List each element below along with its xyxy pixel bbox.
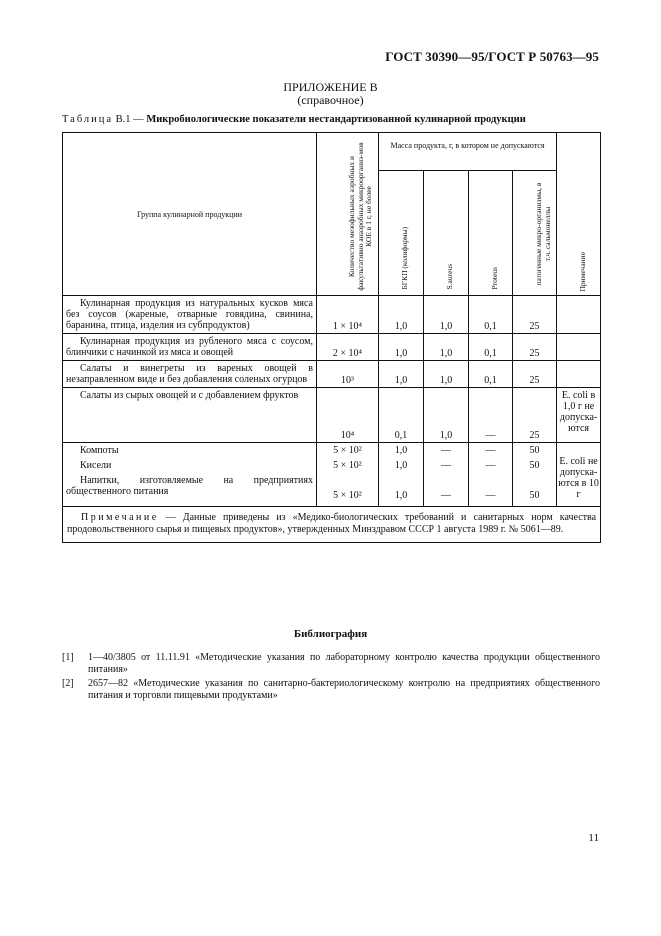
group-bgkp: 1,0 1,0 1,0 (379, 443, 424, 507)
table-caption (62, 114, 526, 125)
table-caption-number: В.1 — (115, 114, 144, 125)
row-patho: 25 (513, 334, 557, 361)
appendix-subtitle: (справочное) (297, 93, 364, 107)
row-staph: 1,0 (424, 361, 469, 388)
table-row (63, 388, 601, 443)
row-proteus: 0,1 (469, 296, 513, 334)
row-note (557, 361, 601, 388)
row-patho: 25 (513, 296, 557, 334)
row-staph: 1,0 (424, 334, 469, 361)
bibliography-number: [1] (62, 652, 74, 663)
group-note: E. coli не допуска-ются в 10 г (557, 443, 601, 507)
group-item-name: Компоты (80, 445, 119, 456)
document-header: ГОСТ 30390—95/ГОСТ Р 50763—95 (385, 49, 599, 64)
header-patho: патогенные микро-организмы, в т.ч. сальмонеллы (513, 171, 557, 296)
bibliography-item (62, 678, 600, 702)
header-note: Примечание (557, 133, 601, 296)
row-patho: 25 (513, 388, 557, 443)
row-name: Салаты и винегреты из вареных овощей в незаправленном виде и без добавления соленых огурцов (63, 361, 317, 388)
table-row-group (63, 443, 601, 507)
row-bgkp: 1,0 (379, 361, 424, 388)
header-group: Группа кулинарной продукции (63, 133, 317, 296)
table-row (63, 334, 601, 361)
bibliography-number: [2] (62, 678, 74, 689)
group-names (63, 443, 317, 507)
group-staph: — — — (424, 443, 469, 507)
footnote-label: Примечание (81, 512, 159, 523)
header-staph: S.aureus (424, 171, 469, 296)
row-bgkp: 0,1 (379, 388, 424, 443)
row-bgkp: 1,0 (379, 334, 424, 361)
row-note (557, 296, 601, 334)
row-name: Кулинарная продукция из рубленого мяса с соусом, блинчики с начинкой из мяса и овощей (63, 334, 317, 361)
appendix-heading (0, 81, 661, 107)
row-note: E. coli в 1,0 г не допуска-ются (557, 388, 601, 443)
bibliography-title: Библиография (293, 628, 368, 640)
group-item-name: Напитки, изготовляемые на предприятиях общественного питания (66, 475, 313, 497)
group-proteus: — — — (469, 443, 513, 507)
table-row (63, 361, 601, 388)
row-kmafanm: 10⁴ (317, 388, 379, 443)
footnote-text: — Данные приведены из «Медико-биологических требований и санитарных норм качества продовольственного сырья и пищевых продуктов», утвержденных Минздравом СССР 1 августа 1989 г. № 5061—89. (67, 512, 597, 535)
row-proteus: 0,1 (469, 334, 513, 361)
row-staph: 1,0 (424, 388, 469, 443)
header-bgkp: БГКП (колиформы) (379, 171, 424, 296)
row-kmafanm: 10³ (317, 361, 379, 388)
bibliography-text: 2657—82 «Методические указания по санитарно-бактериологическому контролю на предприятиях общественного питания и торговли пищевыми продуктами» (88, 678, 600, 701)
row-name: Кулинарная продукция из натуральных кусков мяса без соусов (жареные, отварные говядина, свинина, баранина, птица, изделия из субпродуктов) (63, 296, 317, 334)
row-kmafanm: 2 × 10⁴ (317, 334, 379, 361)
table-caption-title: Микробиологические показатели нестандартизованной кулинарной продукции (146, 114, 526, 125)
header-kmafanm: Количество мезофильных аэробных и факультативно анаэробных микроорганиз-мов КОЕ в 1 г, не более (317, 133, 379, 296)
bibliography-text: 1—40/3805 от 11.11.91 «Методические указания по лабораторному контролю качества продукции общественного питания» (88, 652, 600, 675)
microbiology-table (62, 132, 601, 543)
row-name: Салаты из сырых овощей и с добавлением фруктов (63, 388, 317, 443)
bibliography-item (62, 652, 600, 676)
table-caption-prefix: Таблица (62, 114, 114, 125)
bibliography-list (62, 652, 600, 704)
appendix-title: ПРИЛОЖЕНИЕ В (283, 80, 378, 94)
row-proteus: — (469, 388, 513, 443)
group-item-name: Кисели (80, 460, 112, 471)
row-note (557, 334, 601, 361)
group-patho: 50 50 50 (513, 443, 557, 507)
row-staph: 1,0 (424, 296, 469, 334)
row-bgkp: 1,0 (379, 296, 424, 334)
page-number: 11 (588, 832, 599, 844)
group-kmafanm: 5 × 10² 5 × 10² 5 × 10² (317, 443, 379, 507)
row-proteus: 0,1 (469, 361, 513, 388)
row-patho: 25 (513, 361, 557, 388)
row-kmafanm: 1 × 10⁴ (317, 296, 379, 334)
header-mass-group: Масса продукта, г, в котором не допускаются (379, 133, 557, 171)
header-proteus: Proteus (469, 171, 513, 296)
table-footnote (63, 507, 601, 543)
table-row (63, 296, 601, 334)
